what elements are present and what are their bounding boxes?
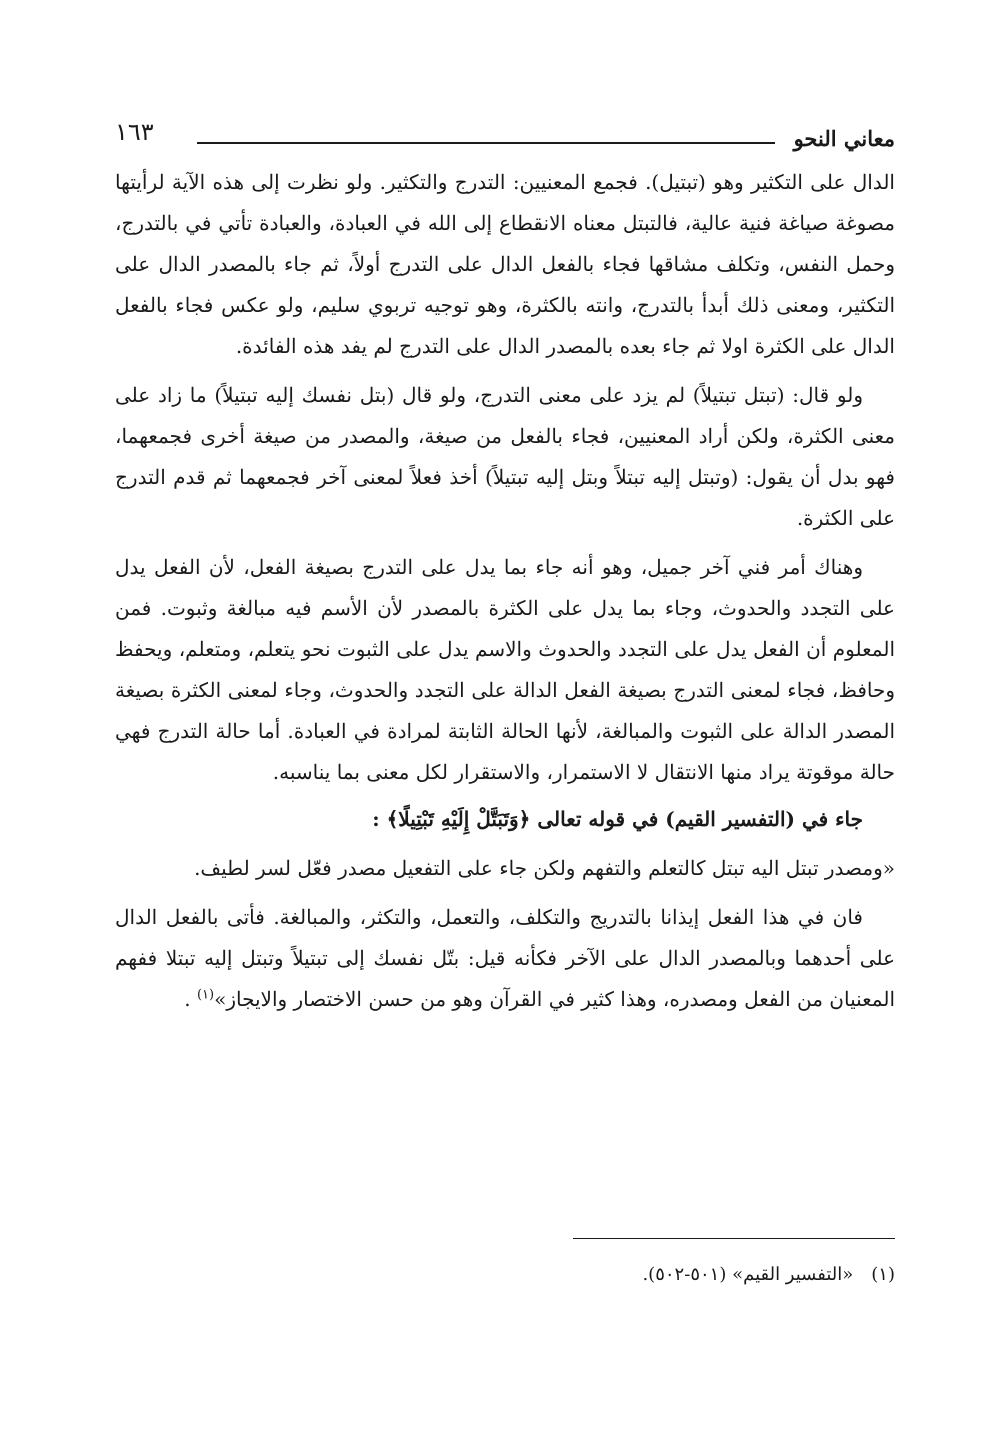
paragraph-3: وهناك أمر فني آخر جميل، وهو أنه جاء بما يدل على التدرج بصيغة الفعل، لأن الفعل يدل على التجدد والحدوث، وجاء بما يدل على الكثرة بالمصدر لأن الأسم فيه مبالغة وثبوت. فمن المعلوم أن الفعل يدل على التجدد والحدوث والاسم يدل على الثبوت نحو يتعلم، ومتعلم، ويحفظ وحافظ، فجاء لمعنى التدرج بصيغة الفعل الدالة على التجدد والحدوث، وجاء لمعنى الكثرة بصيغة المصدر الدالة على الثبوت والمبالغة، لأنها الحالة الثابتة لمرادة في العبادة. أما حالة التدرج فهي حالة موقوتة يراد منها الانتقال لا الاستمرار، والاستقرار لكل معنى بما يناسبه. [115, 555, 895, 784]
quran-verse: ﴿وَتَبَتَّلْ إِلَيْهِ تَبْتِيلًا﴾ [386, 807, 531, 831]
paragraph-1: الدال على التكثير وهو (تبتيل). فجمع المعنيين: التدرج والتكثير. ولو نظرت إلى هذه الآية لرأيتها مصوغة صياغة فنية عالية، فالتبتل معناه الانقطاع إلى الله في العبادة، والعبادة تأتي في بالتدرج، وحمل النفس، وتكلف مشاقها فجاء بالفعل الدال على التدرج أولاً، ثم جاء بالمصدر الدال على التكثير، ومعنى ذلك أبدأ بالتدرج، وانته بالكثرة، وهو توجيه تربوي سليم، ولو عكس فجاء بالفعل الدال على الكثرة اولا ثم جاء بعده بالمصدر الدال على التدرج لم يفد هذه الفائدة. [115, 170, 895, 358]
page-number: ١٦٣ [115, 118, 154, 146]
footnote-reference: (١) [196, 987, 215, 1003]
quote-intro-text: جاء في (التفسير القيم) في قوله تعالى [537, 807, 863, 831]
quote-body: «ومصدر تبتل اليه تبتل كالتعلم والتفهم ولكن جاء على التفعيل مصدر فعّل لسر لطيف. [194, 856, 895, 880]
quote-continuation-text: فان في هذا الفعل إيذانا بالتدريج والتكلف، والتعمل، والتكثر، والمبالغة. فأتى بالفعل الدال على أحدهما وبالمصدر الدال على الآخر فكأنه قيل: بتّل نفسك إلى تبتيلاً وتبتل إليه تبتلا ففهم المعنيان من الفعل ومصدره، وهذا كثير في القرآن وهو من حسن الاختصار والايجاز» [115, 905, 895, 1011]
quote-continuation [115, 897, 895, 1020]
header-rule [197, 142, 775, 144]
page [115, 118, 895, 1026]
footnote-number: (١) [871, 1264, 895, 1285]
quote-end-mark: . [184, 987, 197, 1011]
paragraph-2: ولو قال: (تبتل تبتيلاً) لم يزد على معنى التدرج، ولو قال (بتل نفسك إليه تبتيلاً) ما زاد على معنى الكثرة، ولكن أراد المعنيين، فجاء بالفعل من صيغة، والمصدر من صيغة أخرى فجمعهما، فهو بدل أن يقول: (وتبتل إليه تبتلاً وبتل إليه تبتيلاً) أخذ فعلاً لمعنى آخر فجمعهما ثم قدم التدرج على الكثرة. [115, 383, 895, 530]
running-header [115, 118, 895, 162]
book-title: معاني النحو [793, 126, 895, 151]
footnote [642, 1260, 895, 1290]
footnote-text: «التفسير القيم» (٥٠١-٥٠٢). [642, 1264, 854, 1285]
quote-intro-colon: : [372, 807, 380, 831]
footnote-rule [573, 1238, 895, 1239]
quote-intro [115, 799, 895, 840]
